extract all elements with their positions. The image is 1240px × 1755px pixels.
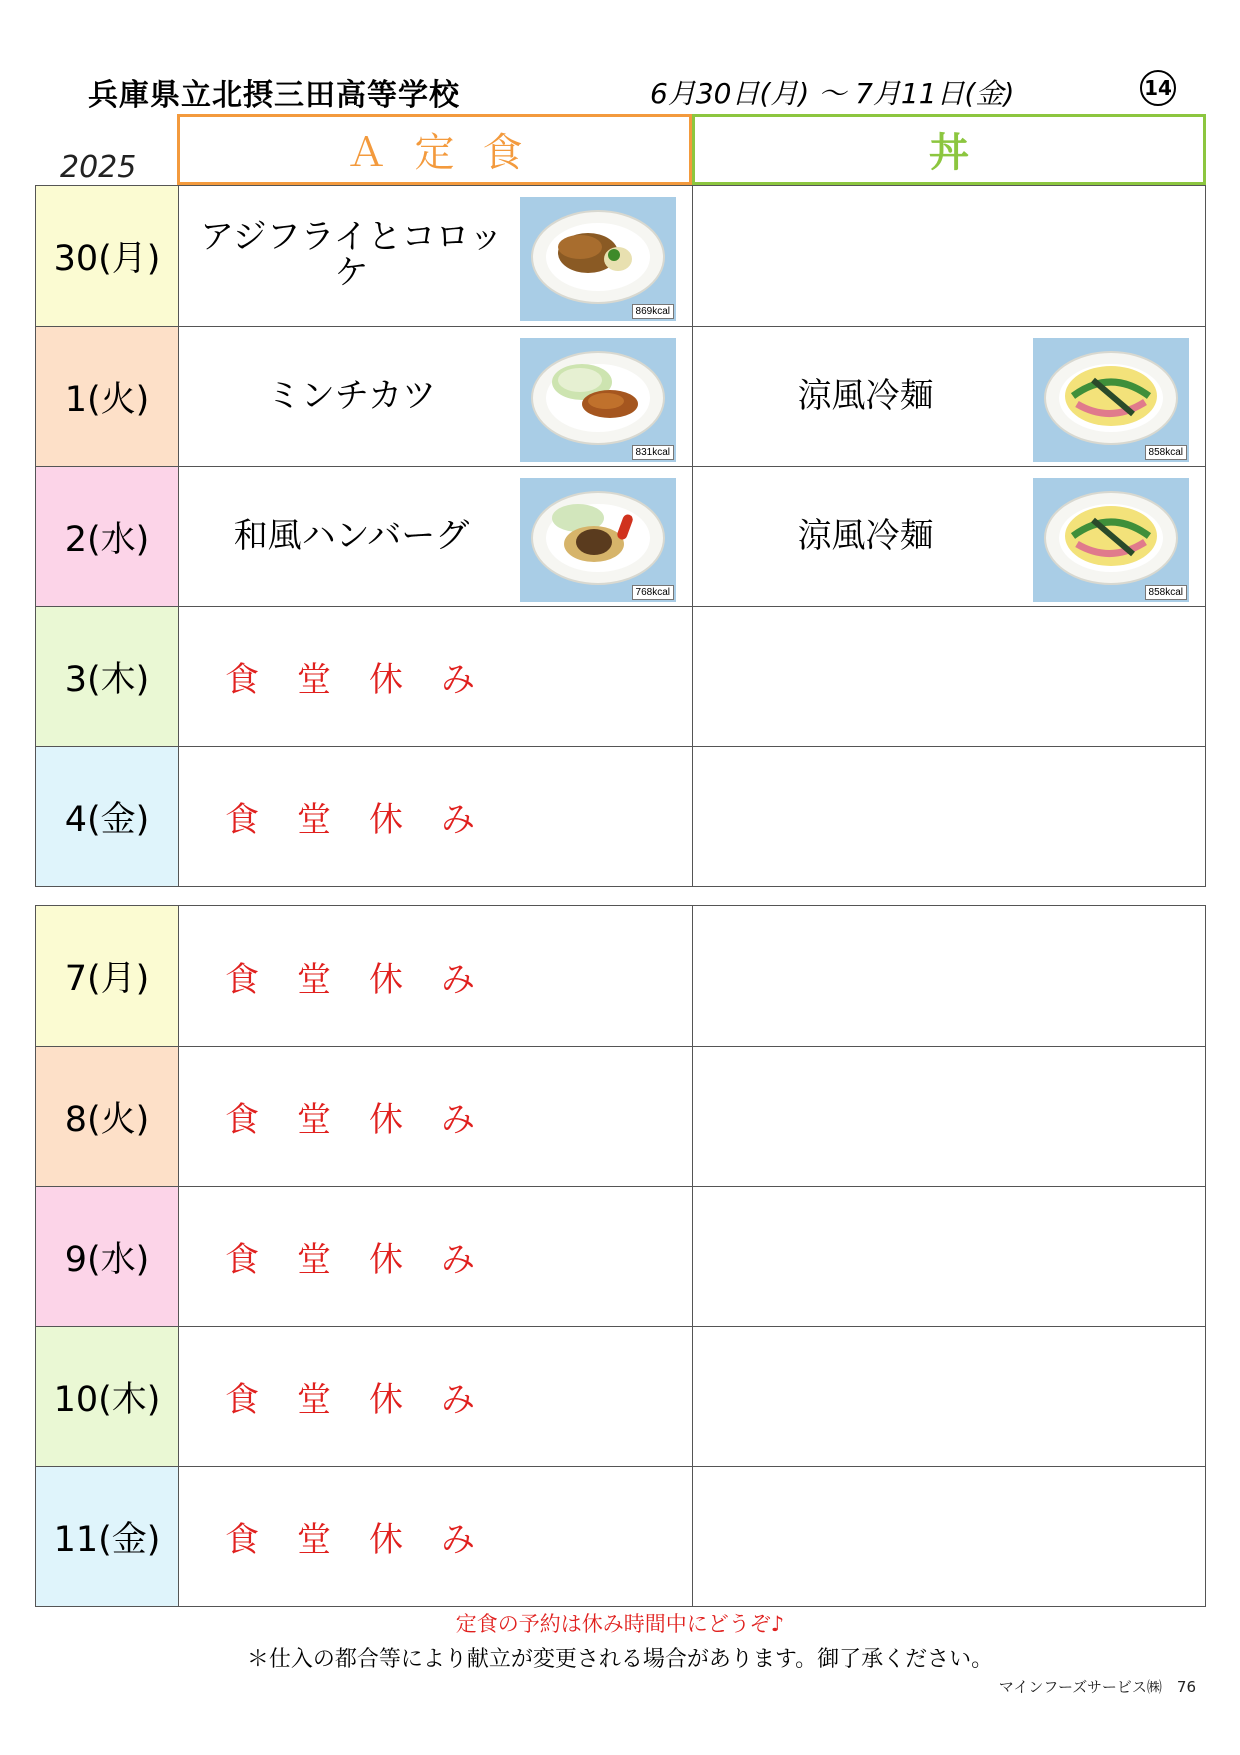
donburi-cell — [693, 467, 1205, 606]
cafeteria-closed-label: 食堂休み — [225, 660, 513, 700]
table-row — [36, 1046, 1205, 1186]
footer-credit: マインフーズサービス㈱ 76 — [998, 1678, 1196, 1696]
table-row — [36, 466, 1205, 606]
dish-name: 涼風冷麺 — [797, 375, 934, 416]
a-set-cell — [179, 1327, 693, 1466]
donburi-cell — [693, 1327, 1205, 1466]
sheet-number: 14 — [1140, 70, 1176, 106]
calorie-label: 768kcal — [632, 585, 674, 600]
dish-photo — [520, 338, 676, 462]
day-label: 30(月) — [36, 186, 179, 326]
cafeteria-closed-label: 食堂休み — [225, 800, 513, 840]
day-label: 10(木) — [36, 1327, 179, 1466]
a-set-cell — [179, 607, 693, 746]
table-row — [36, 906, 1205, 1046]
a-set-cell — [179, 1187, 693, 1326]
a-set-cell — [179, 327, 693, 466]
day-label: 7(月) — [36, 906, 179, 1046]
dish-photo — [1033, 338, 1189, 462]
table-row — [36, 1466, 1205, 1606]
donburi-cell — [693, 747, 1205, 886]
dish-name: 涼風冷麺 — [797, 515, 934, 556]
column-header-donburi: 丼 — [692, 114, 1206, 185]
cafeteria-closed-label: 食堂休み — [225, 1100, 513, 1140]
dish-name: アジフライとコロッケ — [200, 217, 503, 293]
menu-table-week1 — [35, 185, 1206, 887]
day-label: 11(金) — [36, 1467, 179, 1606]
a-set-cell — [179, 467, 693, 606]
cafeteria-closed-label: 食堂休み — [225, 1240, 513, 1280]
a-set-cell — [179, 906, 693, 1046]
dish-photo — [520, 478, 676, 602]
column-header-a-set: Ａ定食 — [177, 114, 692, 185]
calorie-label: 858kcal — [1145, 585, 1187, 600]
day-label: 3(木) — [36, 607, 179, 746]
calorie-label: 831kcal — [632, 445, 674, 460]
day-label: 2(水) — [36, 467, 179, 606]
dish-name: 和風ハンバーグ — [233, 515, 470, 556]
table-row — [36, 326, 1205, 466]
cafeteria-closed-label: 食堂休み — [225, 959, 513, 1000]
table-row — [36, 186, 1205, 326]
reservation-note: 定食の予約は休み時間中にどうぞ♪ — [455, 1612, 785, 1636]
donburi-cell — [693, 607, 1205, 746]
year-label: 2025 — [60, 150, 137, 185]
day-label: 1(火) — [36, 327, 179, 466]
a-set-cell — [179, 747, 693, 886]
dish-photo — [520, 197, 676, 321]
dish-name: ミンチカツ — [266, 375, 437, 416]
donburi-cell — [693, 1047, 1205, 1186]
donburi-cell — [693, 906, 1205, 1046]
donburi-cell — [693, 1467, 1205, 1606]
donburi-cell — [693, 186, 1205, 326]
calorie-label: 869kcal — [632, 304, 674, 319]
a-set-cell — [179, 1047, 693, 1186]
a-set-cell — [179, 186, 693, 326]
donburi-cell — [693, 327, 1205, 466]
donburi-cell — [693, 1187, 1205, 1326]
table-row — [36, 1186, 1205, 1326]
cafeteria-closed-label: 食堂休み — [225, 1520, 513, 1560]
table-row — [36, 746, 1205, 886]
a-set-cell — [179, 1467, 693, 1606]
day-label: 9(水) — [36, 1187, 179, 1326]
day-label: 4(金) — [36, 747, 179, 886]
calorie-label: 858kcal — [1145, 445, 1187, 460]
dish-photo — [1033, 478, 1189, 602]
disclaimer-note: ＊仕入の都合等により献立が変更される場合があります。御了承ください。 — [246, 1647, 994, 1672]
table-row — [36, 1326, 1205, 1466]
school-name: 兵庫県立北摂三田高等学校 — [88, 78, 460, 113]
cafeteria-closed-label: 食堂休み — [225, 1380, 513, 1420]
menu-table-week2 — [35, 905, 1206, 1607]
day-label: 8(火) — [36, 1047, 179, 1186]
menu-period: 6月30日(月) ～ 7月11日(金) — [650, 77, 1015, 110]
table-row — [36, 606, 1205, 746]
